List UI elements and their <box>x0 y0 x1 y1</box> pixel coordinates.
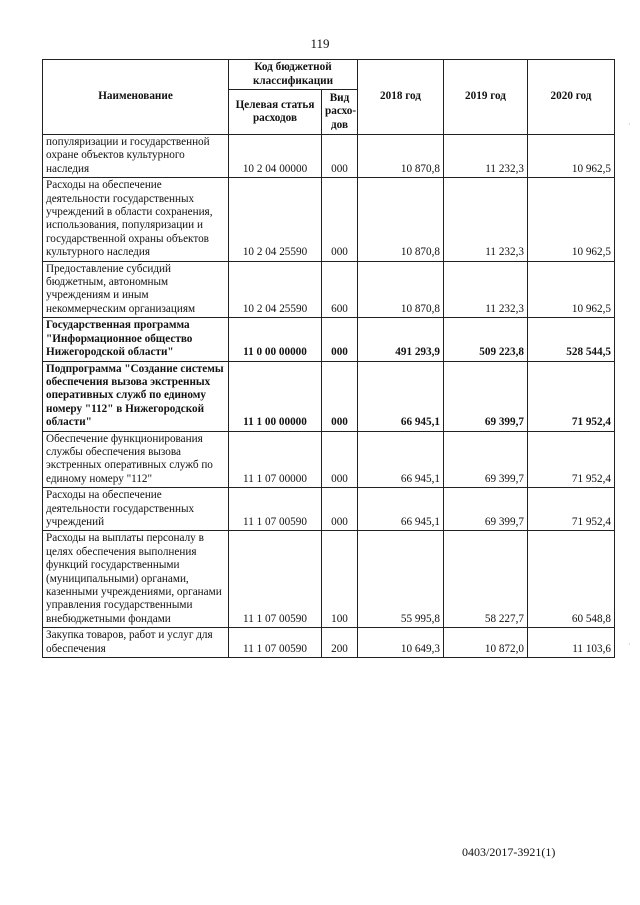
header-name: Наименование <box>43 60 229 135</box>
table-row <box>43 361 615 431</box>
page-number: 119 <box>310 36 330 51</box>
row-name-cell: Подпрограмма "Создание системы обеспечения вызова экстренных оперативных служб по единому номеру "112" в Нижегородской области" <box>43 361 229 431</box>
row-name-cell: Обеспечение функционирования службы обеспечения вызова экстренных оперативных служб по единому номеру "112" <box>43 431 229 488</box>
table-row <box>43 628 615 658</box>
row-name-cell: Закупка товаров, работ и услуг для обеспечения <box>43 628 229 658</box>
row-expense-kind-cell: 000 <box>322 318 358 361</box>
row-2019-cell: 69 399,7 <box>444 361 528 431</box>
header-classification: Код бюджетной классификации <box>229 60 358 90</box>
header-expense-kind: Вид расхо-дов <box>322 90 358 135</box>
row-expense-kind-cell: 200 <box>322 628 358 658</box>
table-row <box>43 261 615 318</box>
table-row <box>43 318 615 361</box>
budget-table <box>42 59 615 658</box>
row-target-code-cell: 11 1 07 00590 <box>229 488 322 531</box>
row-target-code-cell: 10 2 04 00000 <box>229 135 322 178</box>
row-2018-cell: 10 870,8 <box>358 261 444 318</box>
row-name-cell: Расходы на обеспечение деятельности государственных учреждений в области сохранения, использования, популяризации и государственной охраны объектов культурного наследия <box>43 178 229 261</box>
row-2020-cell: 11 103,6 <box>528 628 615 658</box>
row-2019-cell: 69 399,7 <box>444 488 528 531</box>
row-2020-cell: 10 962,5 <box>528 178 615 261</box>
row-target-code-cell: 11 1 07 00000 <box>229 431 322 488</box>
row-2018-cell: 10 649,3 <box>358 628 444 658</box>
row-2019-cell: 69 399,7 <box>444 431 528 488</box>
row-expense-kind-cell: 100 <box>322 531 358 628</box>
table-row <box>43 431 615 488</box>
row-expense-kind-cell: 000 <box>322 431 358 488</box>
row-target-code-cell: 11 1 07 00590 <box>229 628 322 658</box>
row-2020-cell: 71 952,4 <box>528 488 615 531</box>
row-2018-cell: 66 945,1 <box>358 431 444 488</box>
row-name-cell: Расходы на выплаты персоналу в целях обеспечения выполнения функций государственными (муниципальными) органами, казенными учреждениями, органами управления государственными внебюджетными фондами <box>43 531 229 628</box>
document-code: 0403/2017-3921(1) <box>462 845 556 859</box>
row-expense-kind-cell: 000 <box>322 488 358 531</box>
row-2019-cell: 58 227,7 <box>444 531 528 628</box>
row-2019-cell: 509 223,8 <box>444 318 528 361</box>
row-2019-cell: 11 232,3 <box>444 178 528 261</box>
row-2018-cell: 66 945,1 <box>358 361 444 431</box>
table-row <box>43 135 615 178</box>
row-target-code-cell: 11 1 00 00000 <box>229 361 322 431</box>
row-2020-cell: 71 952,4 <box>528 431 615 488</box>
row-2018-cell: 66 945,1 <box>358 488 444 531</box>
row-target-code-cell: 11 1 07 00590 <box>229 531 322 628</box>
table-row <box>43 531 615 628</box>
row-target-code-cell: 11 0 00 00000 <box>229 318 322 361</box>
row-2020-cell: 528 544,5 <box>528 318 615 361</box>
row-2018-cell: 491 293,9 <box>358 318 444 361</box>
header-target-article: Целевая статья расходов <box>229 90 322 135</box>
row-target-code-cell: 10 2 04 25590 <box>229 178 322 261</box>
row-name-cell: Государственная программа "Информационное общество Нижегородской области" <box>43 318 229 361</box>
row-name-cell: Предоставление субсидий бюджетным, автономным учреждениям и иным некоммерческим организациям <box>43 261 229 318</box>
row-2019-cell: 10 872,0 <box>444 628 528 658</box>
table-row <box>43 178 615 261</box>
row-2020-cell: 60 548,8 <box>528 531 615 628</box>
row-name-cell: популяризации и государственной охране объектов культурного наследия <box>43 135 229 178</box>
header-2018: 2018 год <box>358 60 444 135</box>
header-2019: 2019 год <box>444 60 528 135</box>
row-expense-kind-cell: 000 <box>322 135 358 178</box>
row-2019-cell: 11 232,3 <box>444 135 528 178</box>
table-row <box>43 488 615 531</box>
scan-artifact: · <box>628 120 631 129</box>
header-2020: 2020 год <box>528 60 615 135</box>
row-2018-cell: 55 995,8 <box>358 531 444 628</box>
row-2020-cell: 10 962,5 <box>528 135 615 178</box>
row-2020-cell: 71 952,4 <box>528 361 615 431</box>
row-expense-kind-cell: 000 <box>322 361 358 431</box>
row-expense-kind-cell: 600 <box>322 261 358 318</box>
row-2018-cell: 10 870,8 <box>358 178 444 261</box>
row-target-code-cell: 10 2 04 25590 <box>229 261 322 318</box>
row-name-cell: Расходы на обеспечение деятельности государственных учреждений <box>43 488 229 531</box>
scan-artifact: · <box>628 640 631 649</box>
row-2020-cell: 10 962,5 <box>528 261 615 318</box>
row-2018-cell: 10 870,8 <box>358 135 444 178</box>
row-expense-kind-cell: 000 <box>322 178 358 261</box>
table-body <box>43 135 615 658</box>
row-2019-cell: 11 232,3 <box>444 261 528 318</box>
